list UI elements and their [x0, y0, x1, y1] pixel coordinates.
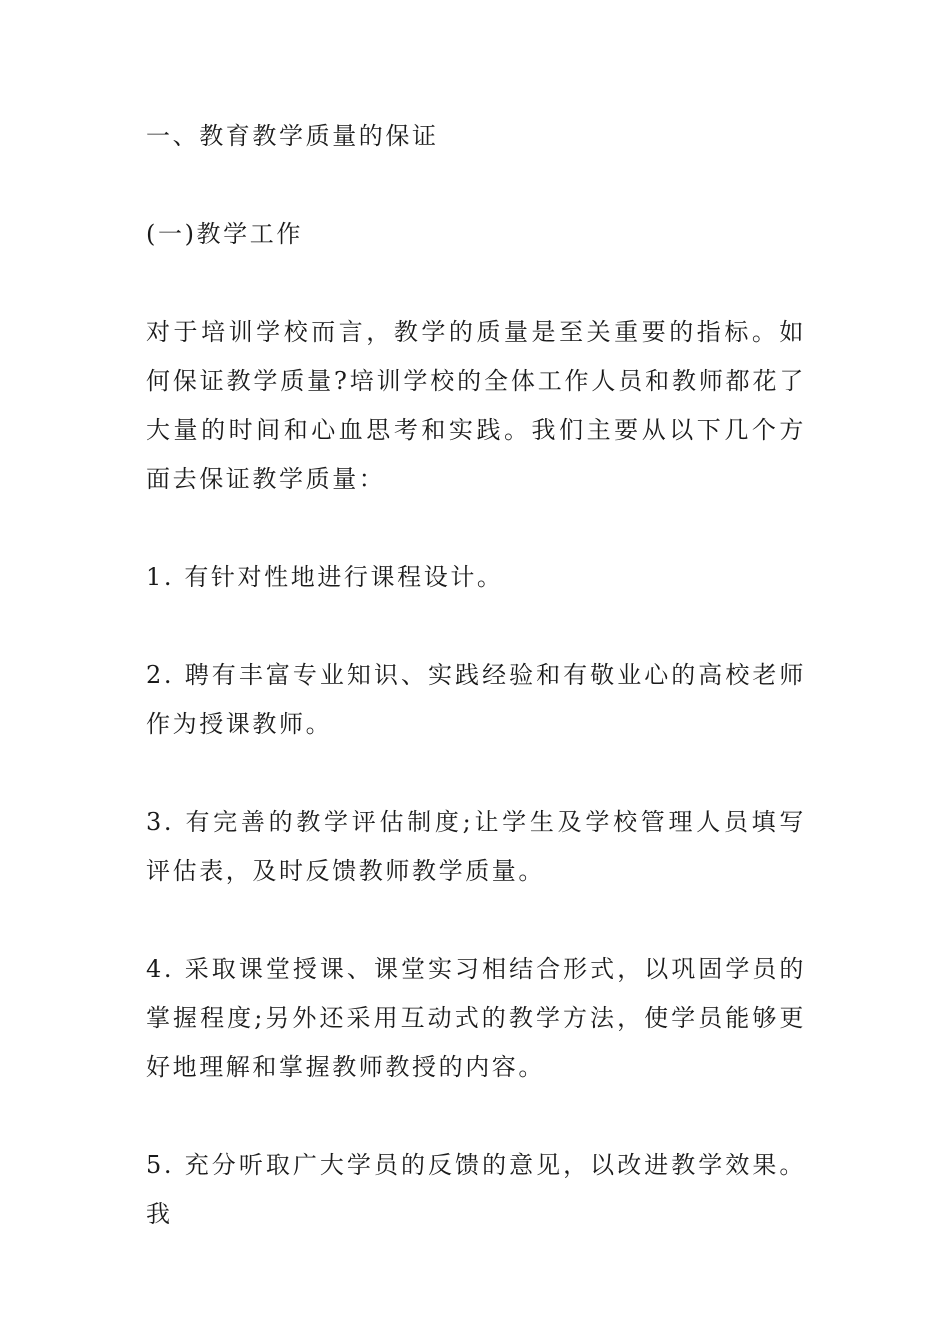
list-item-3: 3. 有完善的教学评估制度;让学生及学校管理人员填写评估表，及时反馈教师教学质量。	[146, 808, 806, 885]
list-item-5: 5. 充分听取广大学员的反馈的意见，以改进教学效果。我	[146, 1151, 806, 1228]
list-item-1: 1. 有针对性地进行课程设计。	[146, 563, 504, 591]
list-item-2: 2. 聘有丰富专业知识、实践经验和有敬业心的高校老师作为授课教师。	[146, 661, 806, 738]
section-heading: 一、教育教学质量的保证	[146, 122, 439, 150]
subsection-heading: (一)教学工作	[146, 220, 303, 248]
list-item-4: 4. 采取课堂授课、课堂实习相结合形式，以巩固学员的掌握程度;另外还采用互动式的教学方法，使学员能够更好地理解和掌握教师教授的内容。	[146, 955, 806, 1081]
document-body	[146, 112, 806, 1239]
intro-paragraph: 对于培训学校而言，教学的质量是至关重要的指标。如何保证教学质量?培训学校的全体工作人员和教师都花了大量的时间和心血思考和实践。我们主要从以下几个方面去保证教学质量：	[146, 318, 806, 493]
